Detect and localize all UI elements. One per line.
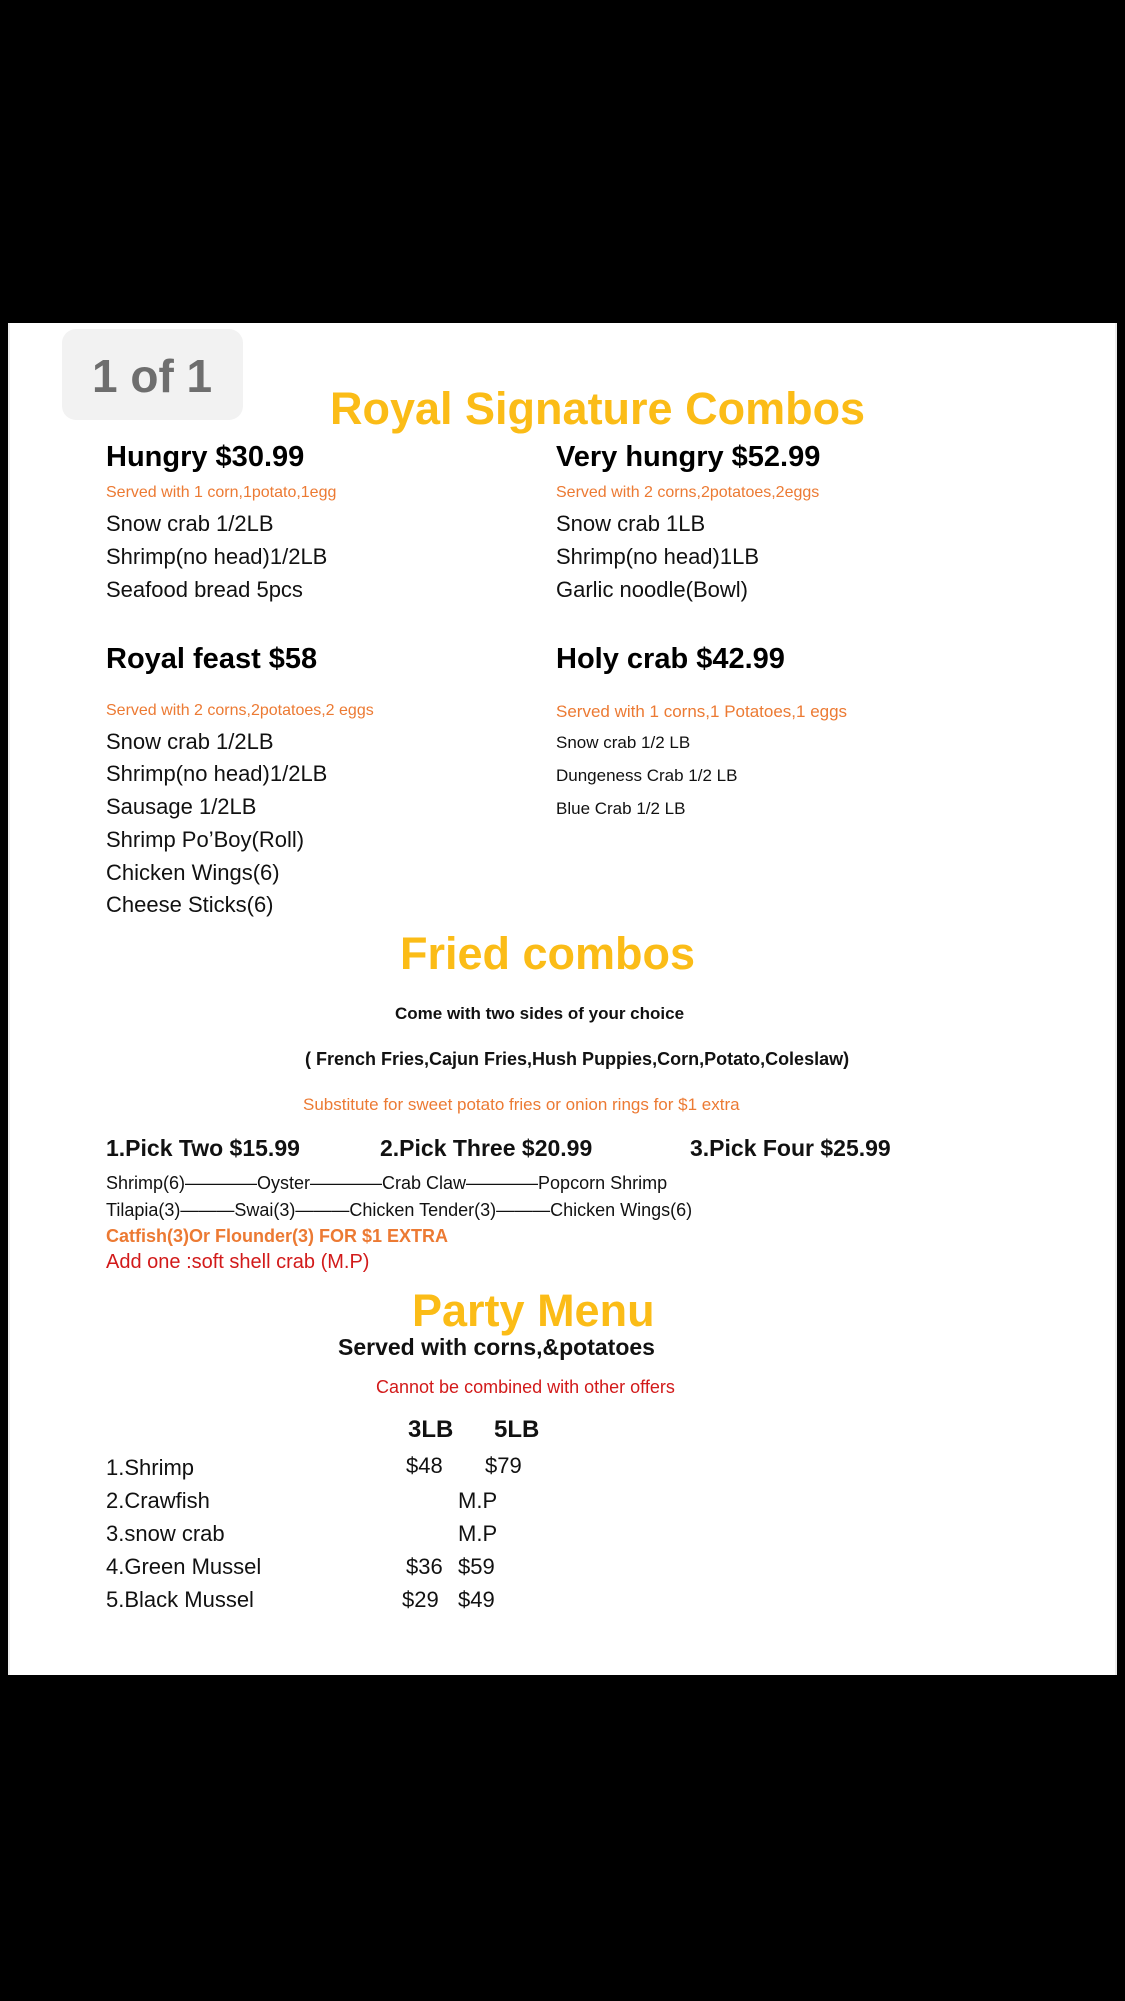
fried-options-line: Tilapia(3)———Swai(3)———Chicken Tender(3)———Chicken Wings(6) — [106, 1200, 693, 1220]
party-item-name: 5.Black Mussel — [106, 1587, 254, 1612]
hungry-title: Hungry $30.99 — [106, 441, 305, 473]
page-indicator — [62, 329, 243, 420]
very-hungry-served: Served with 2 corns,2potatoes,2eggs — [556, 484, 820, 501]
party-price-3lb: $48 — [406, 1453, 443, 1478]
fried-sides: ( French Fries,Cajun Fries,Hush Puppies,Corn,Potato,Coleslaw) — [305, 1049, 850, 1069]
very-hungry-item: Shrimp(no head)1LB — [556, 544, 760, 569]
royal-feast-title: Royal feast $58 — [106, 643, 318, 675]
page-indicator-text: 1 of 1 — [92, 350, 213, 402]
fried-addon: Add one :soft shell crab (M.P) — [106, 1251, 370, 1273]
very-hungry-title: Very hungry $52.99 — [556, 441, 821, 473]
party-item-name: 1.Shrimp — [106, 1455, 195, 1480]
pick-four: 3.Pick Four $25.99 — [690, 1135, 891, 1161]
party-item-name: 4.Green Mussel — [106, 1554, 262, 1579]
royal-feast-item: Chicken Wings(6) — [106, 860, 280, 885]
pick-three: 2.Pick Three $20.99 — [380, 1135, 593, 1161]
holy-crab-item: Blue Crab 1/2 LB — [556, 799, 686, 818]
party-subtitle: Served with corns,&potatoes — [338, 1334, 655, 1360]
party-title: Party Menu — [412, 1285, 655, 1336]
royal-feast-item: Sausage 1/2LB — [106, 794, 257, 819]
party-price-5lb: $59 — [458, 1554, 495, 1579]
fried-substitute: Substitute for sweet potato fries or onion rings for $1 extra — [303, 1095, 740, 1114]
royal-feast-item: Shrimp(no head)1/2LB — [106, 761, 328, 786]
party-price-5lb: $79 — [485, 1453, 522, 1478]
holy-crab-item: Snow crab 1/2 LB — [556, 733, 691, 752]
party-price-mp: M.P — [458, 1488, 498, 1513]
holy-crab-item: Dungeness Crab 1/2 LB — [556, 766, 738, 785]
fried-title: Fried combos — [400, 928, 696, 979]
party-price-3lb: $36 — [406, 1554, 443, 1579]
hungry-item: Seafood bread 5pcs — [106, 577, 303, 602]
royal-title: Royal Signature Combos — [330, 383, 866, 434]
fried-options-line: Shrimp(6)————Oyster————Crab Claw————Popcorn Shrimp — [106, 1173, 668, 1193]
party-price-3lb: $29 — [402, 1587, 439, 1612]
very-hungry-item: Garlic noodle(Bowl) — [556, 577, 748, 602]
party-header-5lb: 5LB — [494, 1416, 540, 1443]
very-hungry-item: Snow crab 1LB — [556, 511, 706, 536]
royal-feast-item: Snow crab 1/2LB — [106, 729, 274, 754]
party-price-5lb: $49 — [458, 1587, 495, 1612]
royal-feast-served: Served with 2 corns,2potatoes,2 eggs — [106, 702, 374, 719]
hungry-item: Shrimp(no head)1/2LB — [106, 544, 328, 569]
party-note: Cannot be combined with other offers — [376, 1377, 675, 1397]
royal-feast-item: Cheese Sticks(6) — [106, 892, 274, 917]
royal-feast-item: Shrimp Po’Boy(Roll) — [106, 827, 305, 852]
fried-subtitle: Come with two sides of your choice — [395, 1004, 685, 1023]
holy-crab-served: Served with 1 corns,1 Potatoes,1 eggs — [556, 702, 848, 721]
party-item-name: 3.snow crab — [106, 1521, 225, 1546]
menu-page — [8, 323, 1117, 1675]
hungry-served: Served with 1 corn,1potato,1egg — [106, 484, 337, 501]
party-price-mp: M.P — [458, 1521, 498, 1546]
pick-two: 1.Pick Two $15.99 — [106, 1135, 300, 1161]
hungry-item: Snow crab 1/2LB — [106, 511, 274, 536]
party-header-3lb: 3LB — [408, 1416, 454, 1443]
holy-crab-title: Holy crab $42.99 — [556, 643, 785, 675]
fried-extra: Catfish(3)Or Flounder(3) FOR $1 EXTRA — [106, 1226, 449, 1246]
party-item-name: 2.Crawfish — [106, 1488, 210, 1513]
